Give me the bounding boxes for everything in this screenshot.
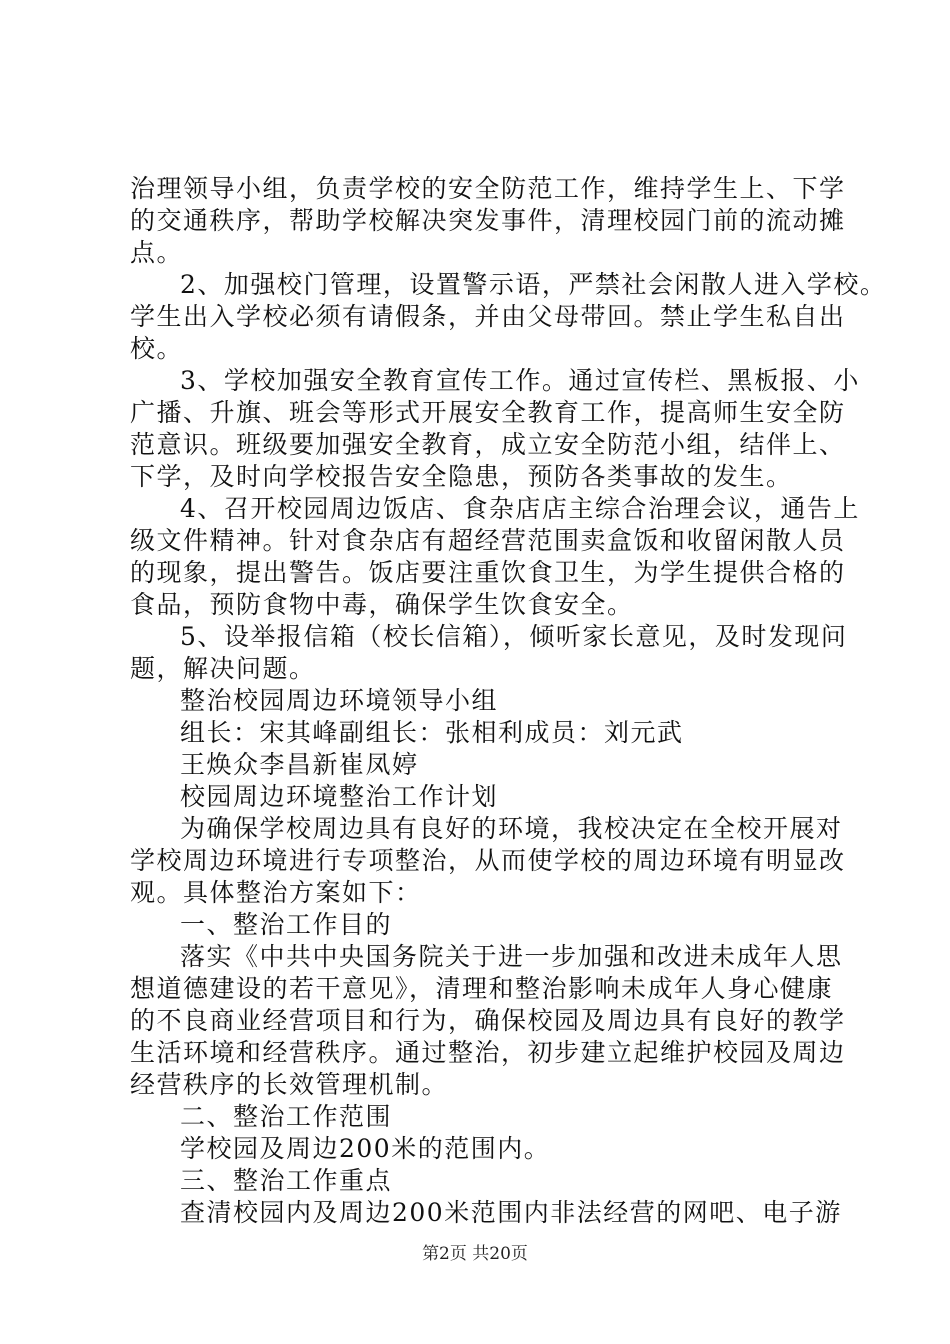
text-line: 广播、升旗、班会等形式开展安全教育工作，提高师生安全防 (130, 398, 846, 427)
text-line: 题，解决问题。 (130, 654, 316, 683)
text-line: 下学，及时向学校报告安全隐患，预防各类事故的发生。 (130, 462, 793, 491)
text-line: 级文件精神。针对食杂店有超经营范围卖盒饭和收留闲散人员 (130, 526, 846, 555)
section-heading: 二、整治工作范围 (180, 1102, 393, 1131)
text-line: 的交通秩序，帮助学校解决突发事件，清理校园门前的流动摊 (130, 206, 846, 235)
text-line: 治理领导小组，负责学校的安全防范工作，维持学生上、下学 (130, 174, 846, 203)
text-line: 学校周边环境进行专项整治，从而使学校的周边环境有明显改 (130, 846, 846, 875)
text-line: 组长：宋其峰副组长：张相利成员：刘元武 (180, 718, 684, 747)
text-line: 点。 (130, 238, 184, 267)
page-footer (0, 1242, 950, 1266)
section-title: 整治校园周边环境领导小组 (180, 686, 499, 715)
text-line: 食品，预防食物中毒，确保学生饮食安全。 (130, 590, 634, 619)
text-line: 王焕众李昌新崔凤婷 (180, 750, 419, 779)
text-line: 的不良商业经营项目和行为，确保校园及周边具有良好的教学 (130, 1006, 846, 1035)
text-line: 学生出入学校必须有请假条，并由父母带回。禁止学生私自出 (130, 302, 846, 331)
text-line: 2、加强校门管理，设置警示语，严禁社会闲散人进入学校。 (180, 270, 887, 299)
text-line: 为确保学校周边具有良好的环境，我校决定在全校开展对 (180, 814, 843, 843)
text-line: 5、设举报信箱（校长信箱），倾听家长意见，及时发现问 (180, 622, 848, 651)
text-line: 查清校园内及周边200米范围内非法经营的网吧、电子游 (180, 1198, 842, 1227)
text-line: 想道德建设的若干意见》，清理和整治影响未成年人身心健康 (130, 974, 834, 1003)
page-number: 第2页 共20页 (422, 1244, 528, 1264)
text-line: 学校园及周边200米的范围内。 (180, 1134, 551, 1163)
text-line: 的现象，提出警告。饭店要注重饮食卫生，为学生提供合格的 (130, 558, 846, 587)
text-line: 校。 (130, 334, 184, 363)
section-heading: 一、整治工作目的 (180, 910, 393, 939)
text-line: 生活环境和经营秩序。通过整治，初步建立起维护校园及周边 (130, 1038, 846, 1067)
text-line: 观。具体整治方案如下： (130, 878, 422, 907)
text-line: 落实《中共中央国务院关于进一步加强和改进未成年人思 (180, 942, 843, 971)
text-line: 3、学校加强安全教育宣传工作。通过宣传栏、黑板报、小 (180, 366, 860, 395)
text-line: 范意识。班级要加强安全教育，成立安全防范小组，结伴上、 (130, 430, 846, 459)
document-body (130, 173, 887, 1229)
section-heading: 三、整治工作重点 (180, 1166, 393, 1195)
text-line: 经营秩序的长效管理机制。 (130, 1070, 449, 1099)
text-line: 4、召开校园周边饭店、食杂店店主综合治理会议，通告上 (180, 494, 860, 523)
section-title: 校园周边环境整治工作计划 (180, 782, 499, 811)
